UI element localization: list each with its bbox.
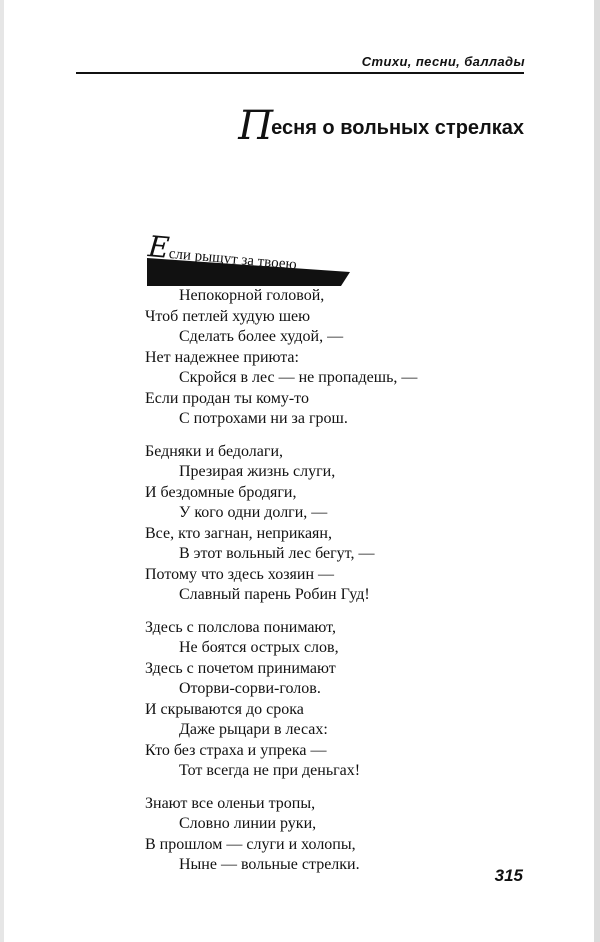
poem-line: Потому что здесь хозяин —: [145, 565, 335, 583]
page-left-edge: [0, 0, 4, 942]
epigraph-banner: [145, 228, 355, 290]
page-number: 315: [494, 866, 523, 885]
title-text: есня о вольных стрелках: [271, 117, 524, 139]
poem-body: [145, 286, 525, 888]
running-header: Стихи, песни, баллады: [361, 54, 525, 69]
title-drop-cap: П: [238, 103, 274, 149]
poem-line: Нет надежнее приюта:: [145, 348, 299, 366]
poem-line: И скрываются до срока: [145, 700, 304, 718]
poem-line: Бедняки и бедолаги,: [145, 442, 283, 460]
page-right-edge: [594, 0, 600, 942]
poem-line: Ныне — вольные стрелки.: [179, 856, 360, 873]
poem-line: Скройся в лес — не пропадешь, —: [179, 369, 418, 386]
poem-line: С потрохами ни за грош.: [179, 410, 348, 427]
poem-line: Словно линии руки,: [179, 815, 317, 832]
poem-line: Славный парень Робин Гуд!: [179, 586, 370, 603]
poem-line: Здесь с почетом принимают: [145, 659, 336, 677]
poem-line: Сделать более худой, —: [179, 328, 344, 345]
poem-line: Знают все оленьи тропы,: [145, 794, 316, 812]
poem-line: Не боятся острых слов,: [179, 639, 339, 656]
poem-line: Даже рыцари в лесах:: [179, 721, 328, 738]
poem-line: Здесь с полслова понимают,: [145, 618, 336, 636]
poem-line: Если продан ты кому-то: [145, 389, 309, 407]
stanza: [145, 794, 525, 876]
poem-line: Оторви-сорви-голов.: [179, 680, 321, 697]
epigraph-rest: сли рыщут за твоею: [168, 245, 298, 274]
poem-title: [238, 103, 524, 149]
poem-line: Чтоб петлей худую шею: [145, 307, 311, 325]
stanza: [145, 286, 525, 430]
poem-line: Кто без страха и упрека —: [145, 741, 327, 759]
poem-line: И бездомные бродяги,: [145, 483, 297, 501]
poem-line: Презирая жизнь слуги,: [179, 463, 336, 480]
poem-line: В этот вольный лес бегут, —: [179, 545, 375, 562]
poem-line: У кого одни долги, —: [179, 504, 328, 521]
poem-line: В прошлом — слуги и холопы,: [145, 835, 356, 853]
poem-line: Тот всегда не при деньгах!: [179, 762, 361, 779]
header-rule: [76, 72, 524, 74]
poem-line: Все, кто загнан, неприкаян,: [145, 524, 332, 542]
poem-line: Непокорной головой,: [179, 287, 325, 304]
stanza: [145, 442, 525, 606]
epigraph-drop-cap: Е: [146, 229, 171, 265]
stanza: [145, 618, 525, 782]
